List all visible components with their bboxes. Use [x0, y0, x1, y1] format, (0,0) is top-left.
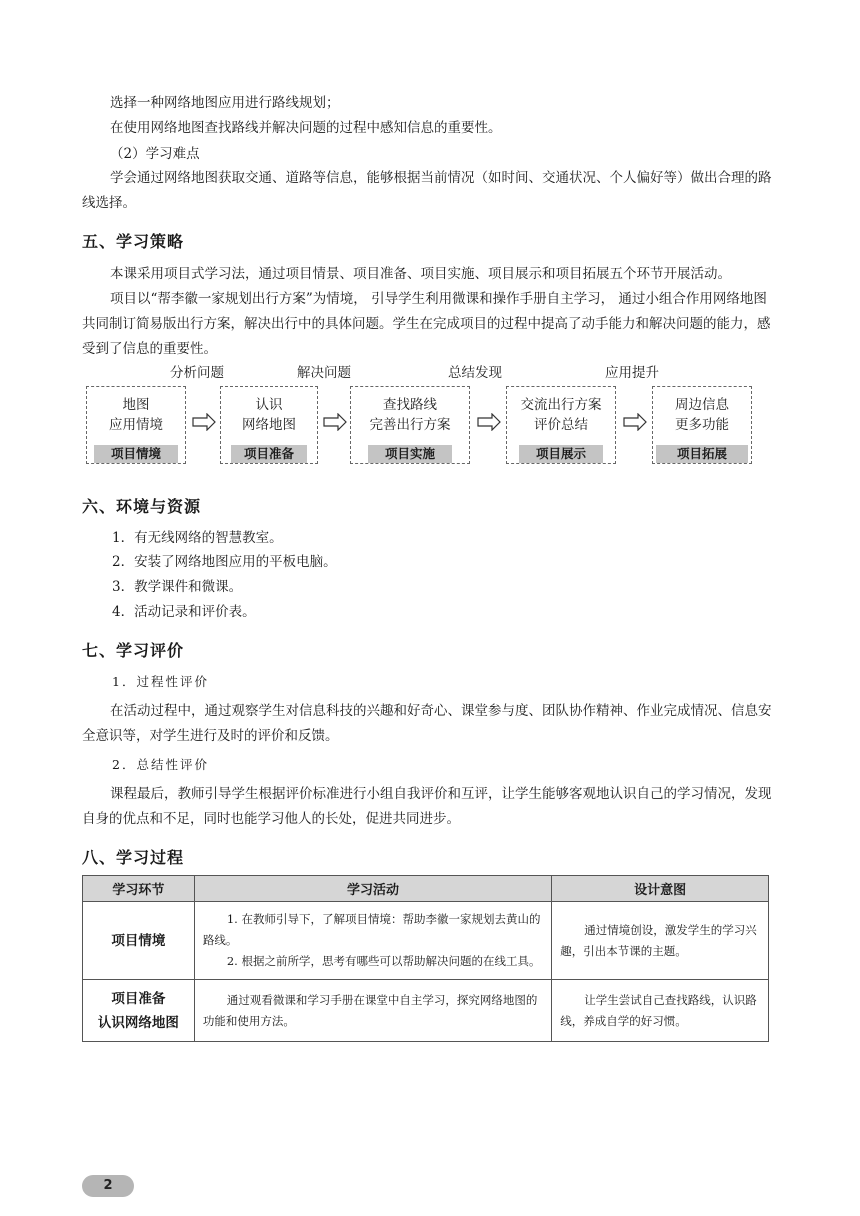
flow-box-line: 网络地图	[242, 417, 296, 433]
flow-box-line: 完善出行方案	[369, 417, 451, 433]
flow-box-label: 项目拓展	[656, 445, 748, 463]
section-heading-resources: 六、环境与资源	[82, 497, 202, 516]
section-heading-evaluation: 七、学习评价	[82, 641, 185, 660]
table-row	[83, 980, 769, 1042]
phase-label: 解决问题	[297, 365, 351, 381]
flow-box-line: 评价总结	[534, 417, 588, 433]
resource-item: 4．活动记录和评价表。	[112, 604, 256, 620]
right-arrow-icon	[192, 413, 216, 431]
difficulty-heading: （2）学习难点	[110, 146, 200, 162]
flow-box-label: 项目展示	[519, 445, 603, 463]
stage-cell	[83, 980, 195, 1042]
flow-box-scenario	[86, 386, 186, 464]
difficulty-text: 学会通过网络地图获取交通、道路等信息，能够根据当前情况（如时间、交通状况、个人偏好等）做出合理的路线选择。	[82, 170, 772, 211]
activity-text: 1. 在教师引导下，了解项目情境：帮助李徽一家规划去黄山的路线。	[202, 912, 541, 947]
resource-item: 1．有无线网络的智慧教室。	[112, 530, 283, 546]
table-row	[83, 902, 769, 980]
column-header: 学习环节	[83, 876, 195, 902]
stage-name: 项目准备	[111, 990, 166, 1007]
objective-line-1: 选择一种网络地图应用进行路线规划；	[110, 95, 340, 111]
flow-box-line: 应用情境	[109, 417, 163, 433]
activity-cell	[194, 980, 551, 1042]
stage-cell	[83, 902, 195, 980]
flow-box-preparation	[220, 386, 318, 464]
intent-text: 让学生尝试自己查找路线，认识路线，养成自学的好习惯。	[560, 992, 757, 1028]
flow-box-line: 交流出行方案	[520, 397, 602, 413]
objective-line-2: 在使用网络地图查找路线并解决问题的过程中感知信息的重要性。	[110, 120, 502, 136]
resource-item: 3．教学课件和微课。	[112, 579, 243, 595]
learning-process-table	[82, 875, 769, 1042]
flow-box-label: 项目实施	[368, 445, 452, 463]
flow-box-line: 认识	[255, 397, 283, 413]
intent-text: 通过情境创设，激发学生的学习兴趣，引出本节课的主题。	[560, 922, 757, 958]
flow-box-label: 项目情境	[94, 445, 178, 463]
right-arrow-icon	[323, 413, 347, 431]
flow-box-showcase	[506, 386, 616, 464]
activity-cell	[194, 902, 551, 980]
section-heading-process: 八、学习过程	[82, 848, 185, 867]
evaluation-process-text: 在活动过程中，通过观察学生对信息科技的兴趣和好奇心、课堂参与度、团队协作精神、作业完成情况、信息安全意识等，对学生进行及时的评价和反馈。	[82, 703, 772, 744]
stage-name: 项目情境	[111, 932, 166, 949]
flow-box-extension	[652, 386, 752, 464]
phase-label: 应用提升	[605, 365, 659, 381]
evaluation-subheading-process: 1．过程性评价	[112, 674, 209, 689]
flow-box-label: 项目准备	[231, 445, 307, 463]
intent-cell	[552, 902, 769, 980]
right-arrow-icon	[477, 413, 501, 431]
strategy-paragraph-2: 项目以“帮李徽一家规划出行方案”为情境， 引导学生利用微课和操作手册自主学习， 通过小组合作用网络地图共同制订简易版出行方案，解决出行中的具体问题。学生在完成项目的过程中提高了动手能力和解决问题的能力，感受到了信息的重要性。	[82, 291, 771, 357]
flow-box-implementation	[350, 386, 470, 464]
stage-subname: 认识网络地图	[97, 1014, 179, 1031]
strategy-paragraph-1: 本课采用项目式学习法，通过项目情景、项目准备、项目实施、项目展示和项目拓展五个环节开展活动。	[110, 266, 731, 282]
flow-box-line: 更多功能	[675, 417, 729, 433]
column-header: 学习活动	[194, 876, 551, 902]
right-arrow-icon	[623, 413, 647, 431]
evaluation-summary-text: 课程最后，教师引导学生根据评价标准进行小组自我评价和互评，让学生能够客观地认识自己的学习情况，发现自身的优点和不足，同时也能学习他人的长处，促进共同进步。	[82, 786, 772, 827]
evaluation-subheading-summary: 2．总结性评价	[112, 757, 209, 772]
activity-text: 2. 根据之前所学，思考有哪些可以帮助解决问题的在线工具。	[226, 954, 541, 968]
activity-text: 通过观看微课和学习手册在课堂中自主学习，探究网络地图的功能和使用方法。	[202, 992, 538, 1028]
section-heading-strategy: 五、学习策略	[82, 232, 185, 251]
intent-cell	[552, 980, 769, 1042]
flow-box-line: 周边信息	[675, 397, 729, 413]
resource-item: 2．安装了网络地图应用的平板电脑。	[112, 554, 337, 570]
column-header: 设计意图	[552, 876, 769, 902]
flow-box-line: 地图	[122, 397, 150, 413]
table-header-row	[83, 876, 769, 902]
flow-box-line: 查找路线	[383, 397, 437, 413]
phase-label: 分析问题	[170, 365, 224, 381]
phase-label: 总结发现	[448, 365, 502, 381]
page-number-badge: 2	[82, 1175, 134, 1197]
